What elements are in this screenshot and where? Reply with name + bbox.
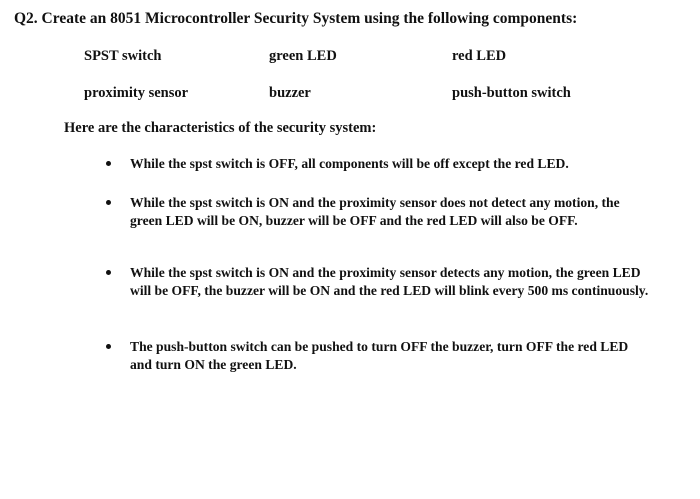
bullet-dot-icon bbox=[106, 161, 111, 166]
characteristic-text: While the spst switch is ON and the proximity sensor does not detect any motion, the green LED will be ON, buzzer will be OFF and the red LED will also be OFF. bbox=[130, 195, 620, 228]
component-red-led: red LED bbox=[452, 48, 507, 64]
component-push-button-switch: push-button switch bbox=[452, 85, 571, 101]
component-buzzer: buzzer bbox=[269, 85, 311, 101]
characteristic-text: The push-button switch can be pushed to turn OFF the buzzer, turn OFF the red LED and turn ON the green LED. bbox=[130, 339, 629, 372]
component-proximity-sensor: proximity sensor bbox=[84, 85, 189, 101]
characteristics-intro: Here are the characteristics of the security system: bbox=[64, 120, 377, 136]
bullet-dot-icon bbox=[106, 270, 111, 275]
characteristic-text: While the spst switch is ON and the proximity sensor detects any motion, the green LED will be OFF, the buzzer will be ON and the red LED will blink every 500 ms continuously. bbox=[130, 265, 649, 298]
question-title: Q2. Create an 8051 Microcontroller Security System using the following components: bbox=[14, 10, 578, 27]
bullet-dot-icon bbox=[106, 344, 111, 349]
component-spst-switch: SPST switch bbox=[84, 48, 162, 64]
characteristic-text: While the spst switch is OFF, all components will be off except the red LED. bbox=[130, 156, 569, 171]
component-green-led: green LED bbox=[269, 48, 337, 64]
bullet-dot-icon bbox=[106, 200, 111, 205]
